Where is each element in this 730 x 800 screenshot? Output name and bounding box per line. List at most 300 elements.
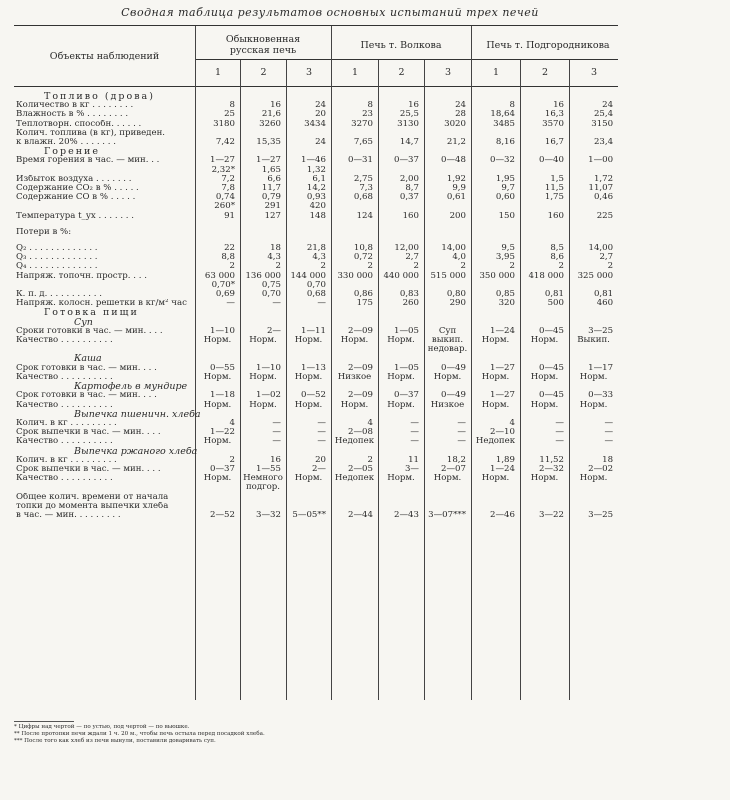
- table-cell: 3260: [259, 119, 281, 129]
- table-cell: Норм.: [387, 336, 415, 346]
- table-cell: 3—07***: [428, 510, 466, 520]
- column-number: 3: [444, 67, 452, 78]
- row-label: Температура t_ух . . . . . . .: [16, 211, 135, 221]
- table-cell: 0—45: [539, 326, 564, 336]
- group-header-volkov-stove: Печь т. Волкова: [360, 40, 442, 51]
- table-cell: 1—27: [210, 156, 235, 166]
- table-cell: 16: [553, 101, 564, 111]
- table-cell: 150: [498, 211, 515, 221]
- footnote: ** После протопки печи ждали 1 ч. 20 м., чтобы печь остыла перед посадкой хлеба.: [14, 731, 265, 737]
- table-cell: 0—52: [301, 391, 326, 401]
- row-label: К. п. д. . . . . . . . . . .: [16, 290, 102, 300]
- table-cell: Норм.: [249, 336, 277, 346]
- table-cell: 16: [408, 101, 419, 111]
- table-cell: 4,3: [312, 253, 326, 263]
- table-cell: 1,75: [544, 193, 564, 203]
- table-cell: 2: [413, 262, 419, 272]
- table-cell: [331, 345, 378, 354]
- table-cell: Недопек: [334, 437, 375, 447]
- table-row: [14, 175, 618, 184]
- spacer-cell: [14, 221, 618, 228]
- row-label: Срок готовки в час. — мин. . . .: [16, 363, 157, 373]
- row-label: Теплотворн. способн. . . . . .: [16, 119, 142, 129]
- table-cell: 1,32: [306, 165, 326, 175]
- row-label: к влажн. 20% . . . . . . .: [16, 138, 116, 148]
- table-cell: —: [410, 437, 419, 447]
- table-cell: Норм.: [481, 372, 510, 382]
- table-row: [14, 336, 618, 345]
- table-cell: 0,68: [306, 290, 326, 300]
- section-heading: Готовка пищи: [44, 308, 139, 318]
- table-cell: 2—: [311, 464, 326, 474]
- table-cell: [378, 166, 424, 175]
- table-cell: 16,3: [544, 110, 564, 120]
- table-cell: Норм.: [203, 437, 232, 447]
- table-cell: 24: [455, 101, 466, 111]
- table-cell: 7,2: [221, 174, 235, 184]
- table-cell: 24: [315, 138, 326, 148]
- table-cell: 1,95: [495, 174, 515, 184]
- section-heading: Горение: [44, 147, 100, 157]
- table-row: [14, 437, 618, 446]
- footnote: *** После того как хлеб из печи вынули, поставили доваривать суп.: [14, 738, 216, 744]
- table-cell: 9,7: [501, 184, 515, 194]
- table-cell: 2—09: [348, 326, 373, 336]
- table-cell: 0—37: [210, 464, 235, 474]
- table-cell: 2: [558, 262, 564, 272]
- table-cell: 2—09: [348, 391, 373, 401]
- table-cell: —: [272, 437, 281, 447]
- table-cell: Норм.: [530, 372, 559, 382]
- table-cell: [520, 502, 569, 511]
- table-cell: 16: [270, 455, 281, 465]
- footnotes: [14, 724, 414, 745]
- row-label: Q₂ . . . . . . . . . . . . .: [16, 244, 98, 254]
- table-cell: Норм.: [481, 336, 510, 346]
- table-cell: 500: [547, 299, 564, 309]
- table-cell: 1—00: [588, 156, 614, 166]
- row-label: Q₃ . . . . . . . . . . . . .: [16, 253, 98, 263]
- table-cell: 0—32: [490, 156, 515, 166]
- table-cell: 148: [309, 211, 326, 221]
- table-cell: 8,6: [550, 253, 564, 263]
- table-cell: Норм.: [387, 372, 415, 382]
- table-cell: 7,8: [221, 184, 235, 194]
- table-cell: Норм.: [433, 372, 462, 382]
- table-cell: 1—27: [490, 363, 515, 373]
- table-cell: 8: [367, 101, 373, 111]
- table-cell: 0,85: [495, 290, 515, 300]
- table-cell: [286, 502, 331, 511]
- table-cell: 225: [596, 211, 614, 221]
- table-cell: 1—17: [588, 363, 614, 373]
- table-cell: 420: [309, 202, 326, 212]
- subsection-heading: Суп: [74, 317, 93, 327]
- table-cell: 3485: [493, 119, 515, 129]
- subsection-heading: Каша: [74, 354, 102, 364]
- table-cell: [331, 483, 378, 492]
- table-cell: 127: [264, 211, 281, 221]
- table-cell: [195, 483, 240, 492]
- table-cell: [520, 281, 569, 290]
- table-cell: [520, 493, 569, 502]
- table-cell: 124: [356, 211, 373, 221]
- row-label: топки до момента выпечки хлеба: [16, 501, 169, 511]
- table-cell: 9,9: [452, 184, 466, 194]
- subsection-heading-row: [14, 410, 618, 419]
- results-table: [14, 92, 618, 520]
- table-cell: 6,1: [312, 174, 326, 184]
- table-cell: недовар.: [427, 345, 468, 355]
- table-cell: 2,7: [599, 253, 614, 263]
- table-cell: Норм.: [387, 474, 415, 484]
- table-cell: [424, 493, 471, 502]
- table-cell: 8: [509, 101, 515, 111]
- table-cell: 8: [229, 101, 235, 111]
- table-cell: 5—05**: [292, 510, 326, 520]
- table-cell: 2,00: [399, 174, 419, 184]
- table-cell: 28: [455, 110, 466, 120]
- table-cell: 91: [224, 211, 235, 221]
- table-cell: Норм.: [530, 400, 559, 410]
- table-cell: [331, 228, 378, 237]
- table-cell: —: [604, 437, 614, 447]
- header-bottom-rule: [14, 86, 618, 87]
- table-row: [14, 138, 618, 147]
- row-label: Срок выпечки в час. — мин. . . .: [16, 464, 161, 474]
- table-cell: 3—25: [588, 510, 614, 520]
- table-row: [14, 166, 618, 175]
- table-row: [14, 101, 618, 110]
- table-cell: 1—02: [256, 391, 281, 401]
- table-cell: [471, 502, 520, 511]
- table-cell: 3—25: [588, 326, 614, 336]
- table-row: [14, 493, 618, 502]
- row-label: Количество в кг . . . . . . . .: [16, 101, 134, 111]
- table-cell: 320: [498, 299, 515, 309]
- table-cell: 3—22: [539, 510, 564, 520]
- table-cell: [240, 493, 286, 502]
- table-cell: [569, 166, 618, 175]
- table-row: [14, 511, 618, 520]
- table-cell: 14,00: [441, 244, 466, 254]
- table-cell: 260: [402, 299, 419, 309]
- table-cell: —: [410, 428, 419, 438]
- subsection-heading: Картофель в мундире: [74, 382, 188, 392]
- table-cell: 2—52: [210, 510, 235, 520]
- table-cell: 8,8: [221, 253, 235, 263]
- table-cell: 440 000: [383, 271, 419, 281]
- page-title: Сводная таблица результатов основных испытаний трех печей: [121, 6, 539, 19]
- table-cell: 2—09: [348, 363, 373, 373]
- table-cell: 63 000: [204, 271, 235, 281]
- table-cell: 0,74: [215, 193, 235, 203]
- table-cell: 2—10: [490, 428, 515, 438]
- table-cell: [520, 345, 569, 354]
- table-cell: 260*: [214, 202, 235, 212]
- table-cell: 9,5: [501, 244, 515, 254]
- row-label: Содержание CO₂ в % . . . . .: [16, 184, 139, 194]
- table-cell: Немного: [243, 474, 283, 484]
- table-row: [14, 184, 618, 193]
- row-label: Качество . . . . . . . . . .: [16, 437, 113, 447]
- table-cell: 1—10: [210, 326, 235, 336]
- table-cell: [378, 493, 424, 502]
- table-cell: [471, 281, 520, 290]
- column-number: 2: [260, 67, 267, 78]
- table-cell: 4,0: [452, 253, 466, 263]
- table-cell: 6,6: [267, 174, 281, 184]
- table-cell: 136 000: [245, 271, 281, 281]
- section-heading: Топливо (дрова): [44, 92, 155, 102]
- table-cell: [378, 483, 424, 492]
- table-cell: 1—10: [256, 363, 281, 373]
- table-cell: 1—05: [394, 326, 419, 336]
- section-heading-row: [14, 92, 618, 101]
- spacer-row: [14, 237, 618, 244]
- table-cell: Норм.: [294, 400, 323, 410]
- table-row: [14, 156, 618, 165]
- table-cell: 21,6: [261, 110, 281, 120]
- table-cell: Норм.: [249, 400, 277, 410]
- table-cell: 1—24: [490, 326, 515, 336]
- table-cell: 0,93: [306, 193, 326, 203]
- table-cell: —: [317, 428, 326, 438]
- table-cell: 418 000: [528, 271, 564, 281]
- table-row: [14, 465, 618, 474]
- table-cell: [569, 483, 618, 492]
- table-cell: 0—55: [210, 363, 235, 373]
- table-cell: 325 000: [577, 271, 614, 281]
- table-cell: —: [317, 418, 326, 428]
- table-cell: [471, 483, 520, 492]
- table-cell: [378, 281, 424, 290]
- table-cell: 11: [408, 455, 419, 465]
- table-cell: 7,3: [359, 184, 373, 194]
- table-cell: 2—43: [394, 510, 419, 520]
- table-cell: 3150: [591, 119, 614, 129]
- table-cell: 0,72: [353, 253, 373, 263]
- row-label: Время горения в час. — мин. . .: [16, 156, 160, 166]
- table-cell: 0,81: [593, 290, 614, 300]
- table-cell: 175: [356, 299, 373, 309]
- table-cell: [240, 345, 286, 354]
- table-cell: Низкое: [430, 400, 465, 410]
- table-cell: 1—11: [301, 326, 326, 336]
- table-cell: [569, 281, 618, 290]
- table-cell: 8,7: [405, 184, 419, 194]
- table-cell: 0—45: [539, 363, 564, 373]
- table-cell: [331, 129, 378, 138]
- table-cell: 0,70: [261, 290, 281, 300]
- table-cell: 3—32: [256, 510, 281, 520]
- table-cell: 2: [229, 455, 235, 465]
- table-cell: Норм.: [340, 336, 369, 346]
- table-cell: Норм.: [530, 474, 559, 484]
- table-cell: [471, 202, 520, 211]
- row-label: Колич. топлива (в кг), приведен.: [16, 128, 166, 138]
- table-cell: 350 000: [479, 271, 515, 281]
- table-cell: 2—44: [348, 510, 373, 520]
- table-cell: 0—40: [539, 156, 564, 166]
- table-row: [14, 202, 618, 211]
- subsection-heading-row: [14, 354, 618, 363]
- table-row: [14, 327, 618, 336]
- table-cell: 0—49: [441, 391, 466, 401]
- row-label: [14, 345, 195, 354]
- table-cell: [378, 228, 424, 237]
- table-cell: 2,7: [405, 253, 419, 263]
- table-cell: 1—22: [210, 428, 235, 438]
- table-cell: 2,32*: [211, 165, 235, 175]
- table-cell: [331, 202, 378, 211]
- table-cell: 1—18: [210, 391, 235, 401]
- table-cell: [331, 502, 378, 511]
- table-row: [14, 373, 618, 382]
- table-cell: 7,65: [353, 138, 373, 148]
- column-number: 2: [398, 67, 405, 78]
- column-number: 3: [590, 67, 598, 78]
- table-cell: 23: [362, 110, 373, 120]
- table-cell: 8,16: [495, 138, 515, 148]
- table-cell: 1—05: [394, 363, 419, 373]
- table-cell: Норм.: [579, 400, 608, 410]
- table-cell: [378, 345, 424, 354]
- table-row: [14, 253, 618, 262]
- row-label: Срок готовки в час. — мин. . . .: [16, 391, 157, 401]
- table-cell: 2: [320, 262, 326, 272]
- table-row: [14, 391, 618, 400]
- table-cell: [195, 502, 240, 511]
- table-cell: 2: [509, 262, 515, 272]
- table-cell: Выкип.: [577, 336, 610, 346]
- table-cell: 515 000: [430, 271, 466, 281]
- table-row: [14, 244, 618, 253]
- table-cell: 0,60: [495, 193, 515, 203]
- table-cell: —: [226, 299, 235, 309]
- row-label: Влажность в % . . . . . . . .: [16, 110, 129, 120]
- table-cell: —: [457, 418, 466, 428]
- table-cell: Недопек: [334, 474, 375, 484]
- table-cell: [240, 502, 286, 511]
- table-cell: [286, 493, 331, 502]
- table-cell: —: [410, 418, 419, 428]
- table-cell: 144 000: [290, 271, 326, 281]
- table-cell: 0,81: [544, 290, 564, 300]
- row-label: Q₄ . . . . . . . . . . . . .: [16, 262, 98, 272]
- row-label: Качество . . . . . . . . . .: [16, 474, 113, 484]
- table-cell: 0,69: [215, 290, 235, 300]
- table-cell: 160: [402, 211, 419, 221]
- table-cell: 4: [509, 418, 515, 428]
- table-cell: 10,8: [353, 244, 373, 254]
- table-row: [14, 212, 618, 221]
- table-row: [14, 345, 618, 354]
- table-cell: 18,64: [490, 110, 515, 120]
- table-row: [14, 428, 618, 437]
- table-cell: 160: [547, 211, 564, 221]
- table-cell: [424, 228, 471, 237]
- table-cell: [569, 202, 618, 211]
- table-cell: 0,46: [593, 193, 614, 203]
- table-cell: 18: [602, 455, 614, 465]
- subsection-heading-row: [14, 382, 618, 391]
- table-cell: 11,5: [544, 184, 564, 194]
- table-row: [14, 456, 618, 465]
- objects-column-header: Объекты наблюдений: [49, 51, 160, 62]
- column-number: 1: [492, 67, 500, 78]
- table-cell: —: [272, 418, 281, 428]
- table-cell: Норм.: [579, 474, 608, 484]
- table-row: [14, 193, 618, 202]
- table-cell: 21,8: [306, 244, 326, 254]
- table-cell: 2,75: [353, 174, 373, 184]
- table-cell: 1,72: [593, 174, 614, 184]
- table-cell: 0,68: [353, 193, 373, 203]
- table-cell: 3020: [444, 119, 466, 129]
- table-cell: [424, 129, 471, 138]
- table-cell: 3570: [542, 119, 564, 129]
- table-cell: 0,70*: [211, 280, 235, 290]
- table-cell: [331, 166, 378, 175]
- table-cell: 2: [607, 262, 614, 272]
- table-cell: 1—24: [490, 464, 515, 474]
- table-cell: [520, 129, 569, 138]
- table-cell: [195, 228, 240, 237]
- table-cell: [569, 493, 618, 502]
- table-cell: Норм.: [340, 400, 369, 410]
- table-cell: 0,86: [353, 290, 373, 300]
- table-cell: 3270: [351, 119, 373, 129]
- table-cell: [569, 502, 618, 511]
- table-cell: Норм.: [203, 336, 232, 346]
- table-cell: 1,89: [495, 455, 515, 465]
- table-row: [14, 502, 618, 511]
- table-cell: выкип.: [431, 336, 464, 346]
- table-cell: [520, 228, 569, 237]
- table-cell: Норм.: [433, 474, 462, 484]
- table-cell: 3180: [213, 119, 235, 129]
- row-label: Общее колич. времени от начала: [16, 492, 169, 502]
- table-row: [14, 483, 618, 492]
- table-cell: [424, 281, 471, 290]
- subsection-heading: Выпечка ржаного хлеба: [74, 446, 198, 456]
- table-cell: [286, 228, 331, 237]
- table-row: [14, 474, 618, 483]
- table-cell: Норм.: [530, 336, 559, 346]
- row-label: Сроки готовки в час. — мин. . . .: [16, 326, 163, 336]
- table-cell: —: [317, 299, 326, 309]
- row-label: Напряж. топочн. простр. . . .: [16, 271, 147, 281]
- table-cell: 25,5: [399, 110, 419, 120]
- table-cell: 2: [229, 262, 235, 272]
- table-cell: [520, 483, 569, 492]
- table-cell: Суп: [438, 326, 457, 336]
- table-cell: Норм.: [249, 372, 277, 382]
- table-cell: —: [457, 437, 466, 447]
- table-cell: 1—27: [256, 156, 281, 166]
- table-cell: Низкое: [337, 372, 372, 382]
- table-cell: 2—05: [348, 464, 373, 474]
- table-row: [14, 262, 618, 271]
- table-cell: 2—08: [348, 428, 373, 438]
- table-cell: Норм.: [203, 372, 232, 382]
- table-cell: 8,5: [550, 244, 564, 254]
- table-cell: 4: [229, 418, 235, 428]
- row-label: Срок выпечки в час. — мин. . . .: [16, 428, 161, 438]
- table-cell: 2: [367, 262, 373, 272]
- table-cell: 0,37: [399, 193, 419, 203]
